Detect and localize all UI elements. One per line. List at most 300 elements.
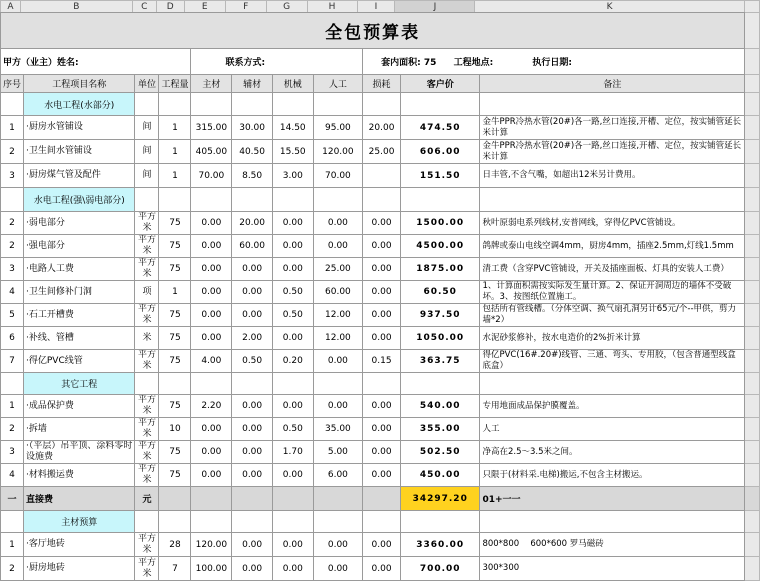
labor-cell[interactable]: 95.00 bbox=[313, 116, 363, 140]
customer-price-cell[interactable]: 355.00 bbox=[400, 418, 479, 441]
header-loss[interactable]: 损耗 bbox=[363, 75, 401, 93]
row-number-cell[interactable]: 3 bbox=[1, 164, 24, 188]
item-name-cell[interactable]: ·厨房水管铺设 bbox=[24, 116, 135, 140]
aux-material-cell[interactable]: 0.00 bbox=[232, 533, 273, 557]
main-material-cell[interactable]: 0.00 bbox=[191, 258, 232, 281]
aux-material-cell[interactable]: 40.50 bbox=[232, 140, 273, 164]
column-header-h[interactable]: H bbox=[307, 1, 357, 13]
loss-cell[interactable]: 0.00 bbox=[363, 235, 401, 258]
remark-cell[interactable]: 包括所有管线槽。（分体空调、换气扇孔洞另计65元/个--甲供，剪力墙*2） bbox=[480, 304, 745, 327]
header-no[interactable]: 序号 bbox=[1, 75, 24, 93]
empty-cell[interactable] bbox=[363, 487, 401, 511]
customer-price-cell[interactable]: 937.50 bbox=[400, 304, 479, 327]
info-row bbox=[1, 49, 760, 75]
empty-cell[interactable] bbox=[1, 511, 24, 533]
unit-cell[interactable]: 平方米 bbox=[135, 258, 159, 281]
empty-cell[interactable] bbox=[191, 511, 232, 533]
aux-material-cell[interactable]: 60.00 bbox=[232, 235, 273, 258]
quantity-cell[interactable]: 28 bbox=[159, 533, 191, 557]
empty-cell[interactable] bbox=[1, 373, 24, 395]
customer-price-cell[interactable]: 540.00 bbox=[400, 395, 479, 418]
empty-cell[interactable] bbox=[191, 188, 232, 212]
row-number-cell[interactable]: 5 bbox=[1, 304, 24, 327]
filler-cell bbox=[745, 212, 760, 235]
header-quantity[interactable]: 工程量 bbox=[159, 75, 191, 93]
item-name-cell[interactable]: ·拆墙 bbox=[24, 418, 135, 441]
customer-price-cell[interactable]: 1875.00 bbox=[400, 258, 479, 281]
row-number-cell[interactable]: 2 bbox=[1, 140, 24, 164]
remark-cell[interactable]: 800*800 600*600 罗马磁砖 bbox=[480, 533, 745, 557]
filler-cell bbox=[745, 487, 760, 511]
row-number-cell[interactable]: 3 bbox=[1, 441, 24, 464]
main-material-cell[interactable]: 0.00 bbox=[191, 281, 232, 304]
aux-material-cell[interactable]: 0.50 bbox=[232, 350, 273, 373]
customer-price-cell[interactable]: 606.00 bbox=[400, 140, 479, 164]
filler-cell bbox=[745, 373, 760, 395]
labor-cell[interactable]: 5.00 bbox=[313, 441, 363, 464]
project-info-cell[interactable] bbox=[363, 49, 745, 75]
unit-cell[interactable]: 平方米 bbox=[135, 441, 159, 464]
client-name-label[interactable]: 甲方（业主）姓名: bbox=[1, 49, 191, 75]
main-material-cell[interactable]: 4.00 bbox=[191, 350, 232, 373]
machinery-cell[interactable]: 15.50 bbox=[272, 140, 313, 164]
empty-cell[interactable] bbox=[191, 93, 232, 116]
remark-cell[interactable]: 只限于(材料采.电梯)搬运,不包含主材搬运。 bbox=[480, 464, 745, 487]
filler-cell bbox=[745, 13, 760, 49]
unit-cell[interactable]: 间 bbox=[135, 116, 159, 140]
filler-cell bbox=[745, 116, 760, 140]
loss-cell[interactable]: 0.00 bbox=[363, 304, 401, 327]
item-name-cell[interactable]: 直接费 bbox=[24, 487, 135, 511]
total-row bbox=[1, 487, 760, 511]
empty-cell[interactable] bbox=[272, 487, 313, 511]
item-name-cell[interactable]: ·弱电部分 bbox=[24, 212, 135, 235]
filler-cell bbox=[745, 327, 760, 350]
item-name-cell[interactable]: ·厨房煤气管及配件 bbox=[24, 164, 135, 188]
labor-cell[interactable]: 120.00 bbox=[313, 140, 363, 164]
header-item-name[interactable]: 工程项目名称 bbox=[24, 75, 135, 93]
quantity-cell[interactable]: 1 bbox=[159, 116, 191, 140]
loss-cell[interactable]: 0.00 bbox=[363, 258, 401, 281]
quantity-cell[interactable]: 1 bbox=[159, 281, 191, 304]
machinery-cell[interactable]: 0.00 bbox=[272, 235, 313, 258]
row-number-cell[interactable]: 4 bbox=[1, 281, 24, 304]
empty-cell[interactable] bbox=[135, 93, 159, 116]
header-remarks[interactable]: 备注 bbox=[480, 75, 745, 93]
row-number-cell[interactable]: 一 bbox=[1, 487, 24, 511]
table-row bbox=[1, 464, 760, 487]
remark-cell[interactable]: 专用地面成品保护膜覆盖。 bbox=[480, 395, 745, 418]
empty-cell[interactable] bbox=[135, 188, 159, 212]
sheet-title[interactable]: 全包预算表 bbox=[1, 13, 745, 49]
column-header-e[interactable]: E bbox=[184, 1, 225, 13]
section-title[interactable]: 水电工程(强\弱电部分) bbox=[24, 188, 135, 212]
empty-cell[interactable] bbox=[1, 188, 24, 212]
main-material-cell[interactable]: 315.00 bbox=[191, 116, 232, 140]
quantity-cell[interactable]: 75 bbox=[159, 258, 191, 281]
row-number-cell[interactable]: 6 bbox=[1, 327, 24, 350]
row-number-cell[interactable]: 2 bbox=[1, 557, 24, 581]
spreadsheet-grid bbox=[0, 12, 760, 581]
quantity-cell[interactable]: 1 bbox=[159, 164, 191, 188]
machinery-cell[interactable]: 1.70 bbox=[272, 441, 313, 464]
empty-cell[interactable] bbox=[480, 188, 745, 212]
aux-material-cell[interactable]: 0.00 bbox=[232, 418, 273, 441]
item-name-cell[interactable]: ·（平层）吊平顶、涂料零时设施费 bbox=[24, 441, 135, 464]
column-header-j[interactable]: J bbox=[395, 1, 475, 13]
labor-cell[interactable]: 60.00 bbox=[313, 281, 363, 304]
filler-cell bbox=[745, 533, 760, 557]
quantity-cell[interactable]: 75 bbox=[159, 212, 191, 235]
loss-cell[interactable]: 0.00 bbox=[363, 533, 401, 557]
header-main-material[interactable]: 主材 bbox=[191, 75, 232, 93]
unit-cell[interactable]: 平方米 bbox=[135, 464, 159, 487]
row-number-cell[interactable]: 7 bbox=[1, 350, 24, 373]
empty-cell[interactable] bbox=[232, 188, 273, 212]
table-row bbox=[1, 304, 760, 327]
empty-cell[interactable] bbox=[480, 373, 745, 395]
table-row bbox=[1, 116, 760, 140]
empty-cell[interactable] bbox=[191, 487, 232, 511]
loss-cell[interactable]: 0.00 bbox=[363, 464, 401, 487]
machinery-cell[interactable]: 3.00 bbox=[272, 164, 313, 188]
filler-cell bbox=[745, 258, 760, 281]
aux-material-cell[interactable]: 0.00 bbox=[232, 441, 273, 464]
remark-cell[interactable]: 300*300 bbox=[480, 557, 745, 581]
item-name-cell[interactable]: ·卫生间修补门洞 bbox=[24, 281, 135, 304]
item-name-cell[interactable]: ·补线、管槽 bbox=[24, 327, 135, 350]
main-material-cell[interactable]: 0.00 bbox=[191, 235, 232, 258]
aux-material-cell[interactable]: 0.00 bbox=[232, 304, 273, 327]
loss-cell[interactable]: 0.00 bbox=[363, 281, 401, 304]
quantity-cell[interactable]: 10 bbox=[159, 418, 191, 441]
machinery-cell[interactable]: 0.20 bbox=[272, 350, 313, 373]
unit-cell[interactable]: 间 bbox=[135, 140, 159, 164]
empty-cell[interactable] bbox=[135, 511, 159, 533]
total-price-cell[interactable]: 34297.20 bbox=[400, 487, 479, 511]
labor-cell[interactable]: 0.00 bbox=[313, 395, 363, 418]
row-number-cell[interactable]: 2 bbox=[1, 418, 24, 441]
machinery-cell[interactable]: 0.00 bbox=[272, 557, 313, 581]
header-aux-material[interactable]: 辅材 bbox=[232, 75, 273, 93]
unit-cell[interactable]: 平方米 bbox=[135, 212, 159, 235]
empty-cell[interactable] bbox=[363, 373, 401, 395]
remark-cell[interactable]: 秋叶原弱电系列线材,安普网线，穿得亿PVC管铺设。 bbox=[480, 212, 745, 235]
customer-price-cell[interactable]: 474.50 bbox=[400, 116, 479, 140]
labor-cell[interactable]: 0.00 bbox=[313, 350, 363, 373]
empty-cell[interactable] bbox=[135, 373, 159, 395]
item-name-cell[interactable]: ·材料搬运费 bbox=[24, 464, 135, 487]
unit-cell[interactable]: 平方米 bbox=[135, 235, 159, 258]
machinery-cell[interactable]: 0.00 bbox=[272, 395, 313, 418]
filler-cell bbox=[745, 188, 760, 212]
table-row bbox=[1, 212, 760, 235]
loss-cell[interactable]: 20.00 bbox=[363, 116, 401, 140]
main-material-cell[interactable]: 405.00 bbox=[191, 140, 232, 164]
empty-cell[interactable] bbox=[272, 188, 313, 212]
item-name-cell[interactable]: ·成品保护费 bbox=[24, 395, 135, 418]
empty-cell[interactable] bbox=[159, 487, 191, 511]
remark-cell[interactable]: 水泥砂浆修补，按水电造价的2%折米计算 bbox=[480, 327, 745, 350]
site-label: 工程地点: bbox=[453, 58, 494, 68]
section-row bbox=[1, 373, 760, 395]
main-material-cell[interactable]: 100.00 bbox=[191, 557, 232, 581]
empty-cell[interactable] bbox=[159, 511, 191, 533]
main-material-cell[interactable]: 0.00 bbox=[191, 327, 232, 350]
empty-cell[interactable] bbox=[400, 188, 479, 212]
machinery-cell[interactable]: 0.00 bbox=[272, 212, 313, 235]
aux-material-cell[interactable]: 20.00 bbox=[232, 212, 273, 235]
column-header-a[interactable]: A bbox=[1, 1, 21, 13]
filler-cell bbox=[745, 93, 760, 116]
header-machinery[interactable]: 机械 bbox=[272, 75, 313, 93]
empty-cell[interactable] bbox=[400, 511, 479, 533]
table-row bbox=[1, 235, 760, 258]
date-label: 执行日期: bbox=[532, 58, 572, 68]
item-name-cell[interactable]: ·厨房地砖 bbox=[24, 557, 135, 581]
empty-cell[interactable] bbox=[313, 188, 363, 212]
section-row bbox=[1, 511, 760, 533]
table-row bbox=[1, 350, 760, 373]
customer-price-cell[interactable]: 3360.00 bbox=[400, 533, 479, 557]
aux-material-cell[interactable]: 8.50 bbox=[232, 164, 273, 188]
quantity-cell[interactable]: 75 bbox=[159, 350, 191, 373]
machinery-cell[interactable]: 0.00 bbox=[272, 533, 313, 557]
quantity-cell[interactable]: 75 bbox=[159, 441, 191, 464]
title-row bbox=[1, 13, 760, 49]
column-header-i[interactable]: I bbox=[357, 1, 395, 13]
remark-cell[interactable]: 日丰管,不含气嘴，如超出12米另计费用。 bbox=[480, 164, 745, 188]
loss-cell[interactable]: 0.00 bbox=[363, 327, 401, 350]
empty-cell[interactable] bbox=[363, 511, 401, 533]
main-material-cell[interactable]: 0.00 bbox=[191, 464, 232, 487]
filler-cell bbox=[745, 350, 760, 373]
section-title[interactable]: 水电工程(水部分) bbox=[24, 93, 135, 116]
quantity-cell[interactable]: 75 bbox=[159, 235, 191, 258]
remark-cell[interactable]: 金牛PPR冷热水管(20#)各一路,丝口连接,开槽、定位，按实铺管延长米计算 bbox=[480, 116, 745, 140]
row-number-cell[interactable]: 2 bbox=[1, 235, 24, 258]
contact-label[interactable]: 联系方式: bbox=[191, 49, 363, 75]
labor-cell[interactable]: 12.00 bbox=[313, 304, 363, 327]
customer-price-cell[interactable]: 4500.00 bbox=[400, 235, 479, 258]
customer-price-cell[interactable]: 363.75 bbox=[400, 350, 479, 373]
header-customer-price[interactable]: 客户价 bbox=[400, 75, 479, 93]
filler-cell bbox=[745, 418, 760, 441]
filler-cell bbox=[745, 164, 760, 188]
main-material-cell[interactable]: 70.00 bbox=[191, 164, 232, 188]
remark-cell[interactable]: 人工 bbox=[480, 418, 745, 441]
machinery-cell[interactable]: 0.50 bbox=[272, 304, 313, 327]
column-header-d[interactable]: D bbox=[156, 1, 184, 13]
main-material-cell[interactable]: 0.00 bbox=[191, 212, 232, 235]
row-number-cell[interactable]: 3 bbox=[1, 258, 24, 281]
header-unit[interactable]: 单位 bbox=[135, 75, 159, 93]
remark-cell[interactable]: 1、计算面积需按实际发生量计算。2、保证开洞周边的墙体不受破坏。3、按图纸位置施工。 bbox=[480, 281, 745, 304]
table-row bbox=[1, 140, 760, 164]
table-row bbox=[1, 281, 760, 304]
unit-cell[interactable]: 米 bbox=[135, 327, 159, 350]
filler-cell bbox=[745, 511, 760, 533]
empty-cell[interactable] bbox=[159, 373, 191, 395]
main-material-cell[interactable]: 0.00 bbox=[191, 304, 232, 327]
main-material-cell[interactable]: 2.20 bbox=[191, 395, 232, 418]
unit-cell[interactable]: 平方米 bbox=[135, 395, 159, 418]
table-row bbox=[1, 441, 760, 464]
aux-material-cell[interactable]: 0.00 bbox=[232, 464, 273, 487]
unit-cell[interactable]: 项 bbox=[135, 281, 159, 304]
main-material-cell[interactable]: 120.00 bbox=[191, 533, 232, 557]
quantity-cell[interactable]: 7 bbox=[159, 557, 191, 581]
item-name-cell[interactable]: ·得亿PVC线管 bbox=[24, 350, 135, 373]
machinery-cell[interactable]: 0.50 bbox=[272, 281, 313, 304]
filler-cell bbox=[745, 304, 760, 327]
quantity-cell[interactable]: 75 bbox=[159, 464, 191, 487]
machinery-cell[interactable]: 0.00 bbox=[272, 327, 313, 350]
labor-cell[interactable]: 0.00 bbox=[313, 212, 363, 235]
labor-cell[interactable]: 0.00 bbox=[313, 557, 363, 581]
unit-cell[interactable]: 平方米 bbox=[135, 304, 159, 327]
item-name-cell[interactable]: ·强电部分 bbox=[24, 235, 135, 258]
aux-material-cell[interactable]: 30.00 bbox=[232, 116, 273, 140]
row-number-cell[interactable]: 1 bbox=[1, 533, 24, 557]
unit-cell[interactable]: 平方米 bbox=[135, 350, 159, 373]
column-header-k[interactable]: K bbox=[475, 1, 745, 13]
empty-cell[interactable] bbox=[232, 373, 273, 395]
loss-cell[interactable] bbox=[363, 164, 401, 188]
remark-cell[interactable]: 净高在2.5～3.5米之间。 bbox=[480, 441, 745, 464]
row-number-cell[interactable]: 1 bbox=[1, 395, 24, 418]
remark-cell[interactable]: 金牛PPR冷热水管(20#)各一路,丝口连接,开槽、定位，按实铺管延长米计算 bbox=[480, 140, 745, 164]
empty-cell[interactable] bbox=[232, 511, 273, 533]
remark-cell[interactable]: 清工费（含穿PVC管铺设，开关及插座面板、灯具的安装人工费） bbox=[480, 258, 745, 281]
table-row bbox=[1, 395, 760, 418]
loss-cell[interactable]: 0.00 bbox=[363, 418, 401, 441]
labor-cell[interactable]: 12.00 bbox=[313, 327, 363, 350]
empty-cell[interactable] bbox=[232, 93, 273, 116]
table-row bbox=[1, 164, 760, 188]
filler-cell bbox=[745, 75, 760, 93]
empty-cell[interactable] bbox=[480, 511, 745, 533]
loss-cell[interactable]: 0.00 bbox=[363, 441, 401, 464]
empty-cell[interactable] bbox=[400, 93, 479, 116]
unit-cell[interactable]: 平方米 bbox=[135, 557, 159, 581]
column-header-g[interactable]: G bbox=[266, 1, 307, 13]
column-header-f[interactable]: F bbox=[225, 1, 266, 13]
empty-cell[interactable] bbox=[313, 93, 363, 116]
item-name-cell[interactable]: ·客厅地砖 bbox=[24, 533, 135, 557]
customer-price-cell[interactable]: 450.00 bbox=[400, 464, 479, 487]
item-name-cell[interactable]: ·石工开槽费 bbox=[24, 304, 135, 327]
aux-material-cell[interactable]: 0.00 bbox=[232, 557, 273, 581]
customer-price-cell[interactable]: 151.50 bbox=[400, 164, 479, 188]
aux-material-cell[interactable]: 0.00 bbox=[232, 281, 273, 304]
section-title[interactable]: 其它工程 bbox=[24, 373, 135, 395]
row-number-cell[interactable]: 1 bbox=[1, 116, 24, 140]
loss-cell[interactable]: 0.00 bbox=[363, 557, 401, 581]
empty-cell[interactable] bbox=[313, 373, 363, 395]
empty-cell[interactable] bbox=[159, 93, 191, 116]
unit-cell[interactable]: 平方米 bbox=[135, 418, 159, 441]
table-header-row bbox=[1, 75, 760, 93]
machinery-cell[interactable]: 0.00 bbox=[272, 258, 313, 281]
loss-cell[interactable]: 0.00 bbox=[363, 212, 401, 235]
main-material-cell[interactable]: 0.00 bbox=[191, 441, 232, 464]
remark-cell[interactable]: 01+一一 bbox=[480, 487, 745, 511]
empty-cell[interactable] bbox=[400, 373, 479, 395]
aux-material-cell[interactable]: 2.00 bbox=[232, 327, 273, 350]
empty-cell[interactable] bbox=[363, 93, 401, 116]
empty-cell[interactable] bbox=[1, 93, 24, 116]
labor-cell[interactable]: 6.00 bbox=[313, 464, 363, 487]
machinery-cell[interactable]: 0.50 bbox=[272, 418, 313, 441]
unit-cell[interactable]: 平方米 bbox=[135, 533, 159, 557]
section-row bbox=[1, 188, 760, 212]
empty-cell[interactable] bbox=[272, 511, 313, 533]
labor-cell[interactable]: 0.00 bbox=[313, 235, 363, 258]
empty-cell[interactable] bbox=[272, 373, 313, 395]
unit-cell[interactable]: 元 bbox=[135, 487, 159, 511]
table-row bbox=[1, 327, 760, 350]
empty-cell[interactable] bbox=[313, 511, 363, 533]
main-material-cell[interactable]: 0.00 bbox=[191, 418, 232, 441]
labor-cell[interactable]: 70.00 bbox=[313, 164, 363, 188]
aux-material-cell[interactable]: 0.00 bbox=[232, 395, 273, 418]
unit-cell[interactable]: 间 bbox=[135, 164, 159, 188]
column-header-c[interactable]: C bbox=[132, 1, 156, 13]
remark-cell[interactable]: 得亿PVC(16#.20#)线管、三通、弯头、专用胶，（包含普通型线盒底盒） bbox=[480, 350, 745, 373]
filler-cell bbox=[745, 140, 760, 164]
customer-price-cell[interactable]: 502.50 bbox=[400, 441, 479, 464]
quantity-cell[interactable]: 1 bbox=[159, 140, 191, 164]
empty-cell[interactable] bbox=[191, 373, 232, 395]
empty-cell[interactable] bbox=[313, 487, 363, 511]
machinery-cell[interactable]: 14.50 bbox=[272, 116, 313, 140]
row-number-cell[interactable]: 2 bbox=[1, 212, 24, 235]
quantity-cell[interactable]: 75 bbox=[159, 327, 191, 350]
row-number-cell[interactable]: 4 bbox=[1, 464, 24, 487]
item-name-cell[interactable]: ·电路人工费 bbox=[24, 258, 135, 281]
item-name-cell[interactable]: ·卫生间水管铺设 bbox=[24, 140, 135, 164]
filler-cell bbox=[745, 49, 760, 75]
customer-price-cell[interactable]: 1500.00 bbox=[400, 212, 479, 235]
empty-cell[interactable] bbox=[480, 93, 745, 116]
empty-cell[interactable] bbox=[159, 188, 191, 212]
labor-cell[interactable]: 25.00 bbox=[313, 258, 363, 281]
customer-price-cell[interactable]: 700.00 bbox=[400, 557, 479, 581]
empty-cell[interactable] bbox=[272, 93, 313, 116]
customer-price-cell[interactable]: 60.50 bbox=[400, 281, 479, 304]
section-title[interactable]: 主材预算 bbox=[24, 511, 135, 533]
labor-cell[interactable]: 0.00 bbox=[313, 533, 363, 557]
loss-cell[interactable]: 25.00 bbox=[363, 140, 401, 164]
remark-cell[interactable]: 鸽牌或泰山电线空调4mm，厨房4mm，插座2.5mm,灯线1.5mm bbox=[480, 235, 745, 258]
header-labor[interactable]: 人工 bbox=[313, 75, 363, 93]
empty-cell[interactable] bbox=[232, 487, 273, 511]
column-header-filler bbox=[744, 1, 759, 13]
table-row bbox=[1, 258, 760, 281]
table-row bbox=[1, 557, 760, 581]
machinery-cell[interactable]: 0.00 bbox=[272, 464, 313, 487]
loss-cell[interactable]: 0.15 bbox=[363, 350, 401, 373]
column-header-b[interactable]: B bbox=[20, 1, 132, 13]
loss-cell[interactable]: 0.00 bbox=[363, 395, 401, 418]
aux-material-cell[interactable]: 0.00 bbox=[232, 258, 273, 281]
empty-cell[interactable] bbox=[363, 188, 401, 212]
customer-price-cell[interactable]: 1050.00 bbox=[400, 327, 479, 350]
quantity-cell[interactable]: 75 bbox=[159, 395, 191, 418]
labor-cell[interactable]: 35.00 bbox=[313, 418, 363, 441]
quantity-cell[interactable]: 75 bbox=[159, 304, 191, 327]
